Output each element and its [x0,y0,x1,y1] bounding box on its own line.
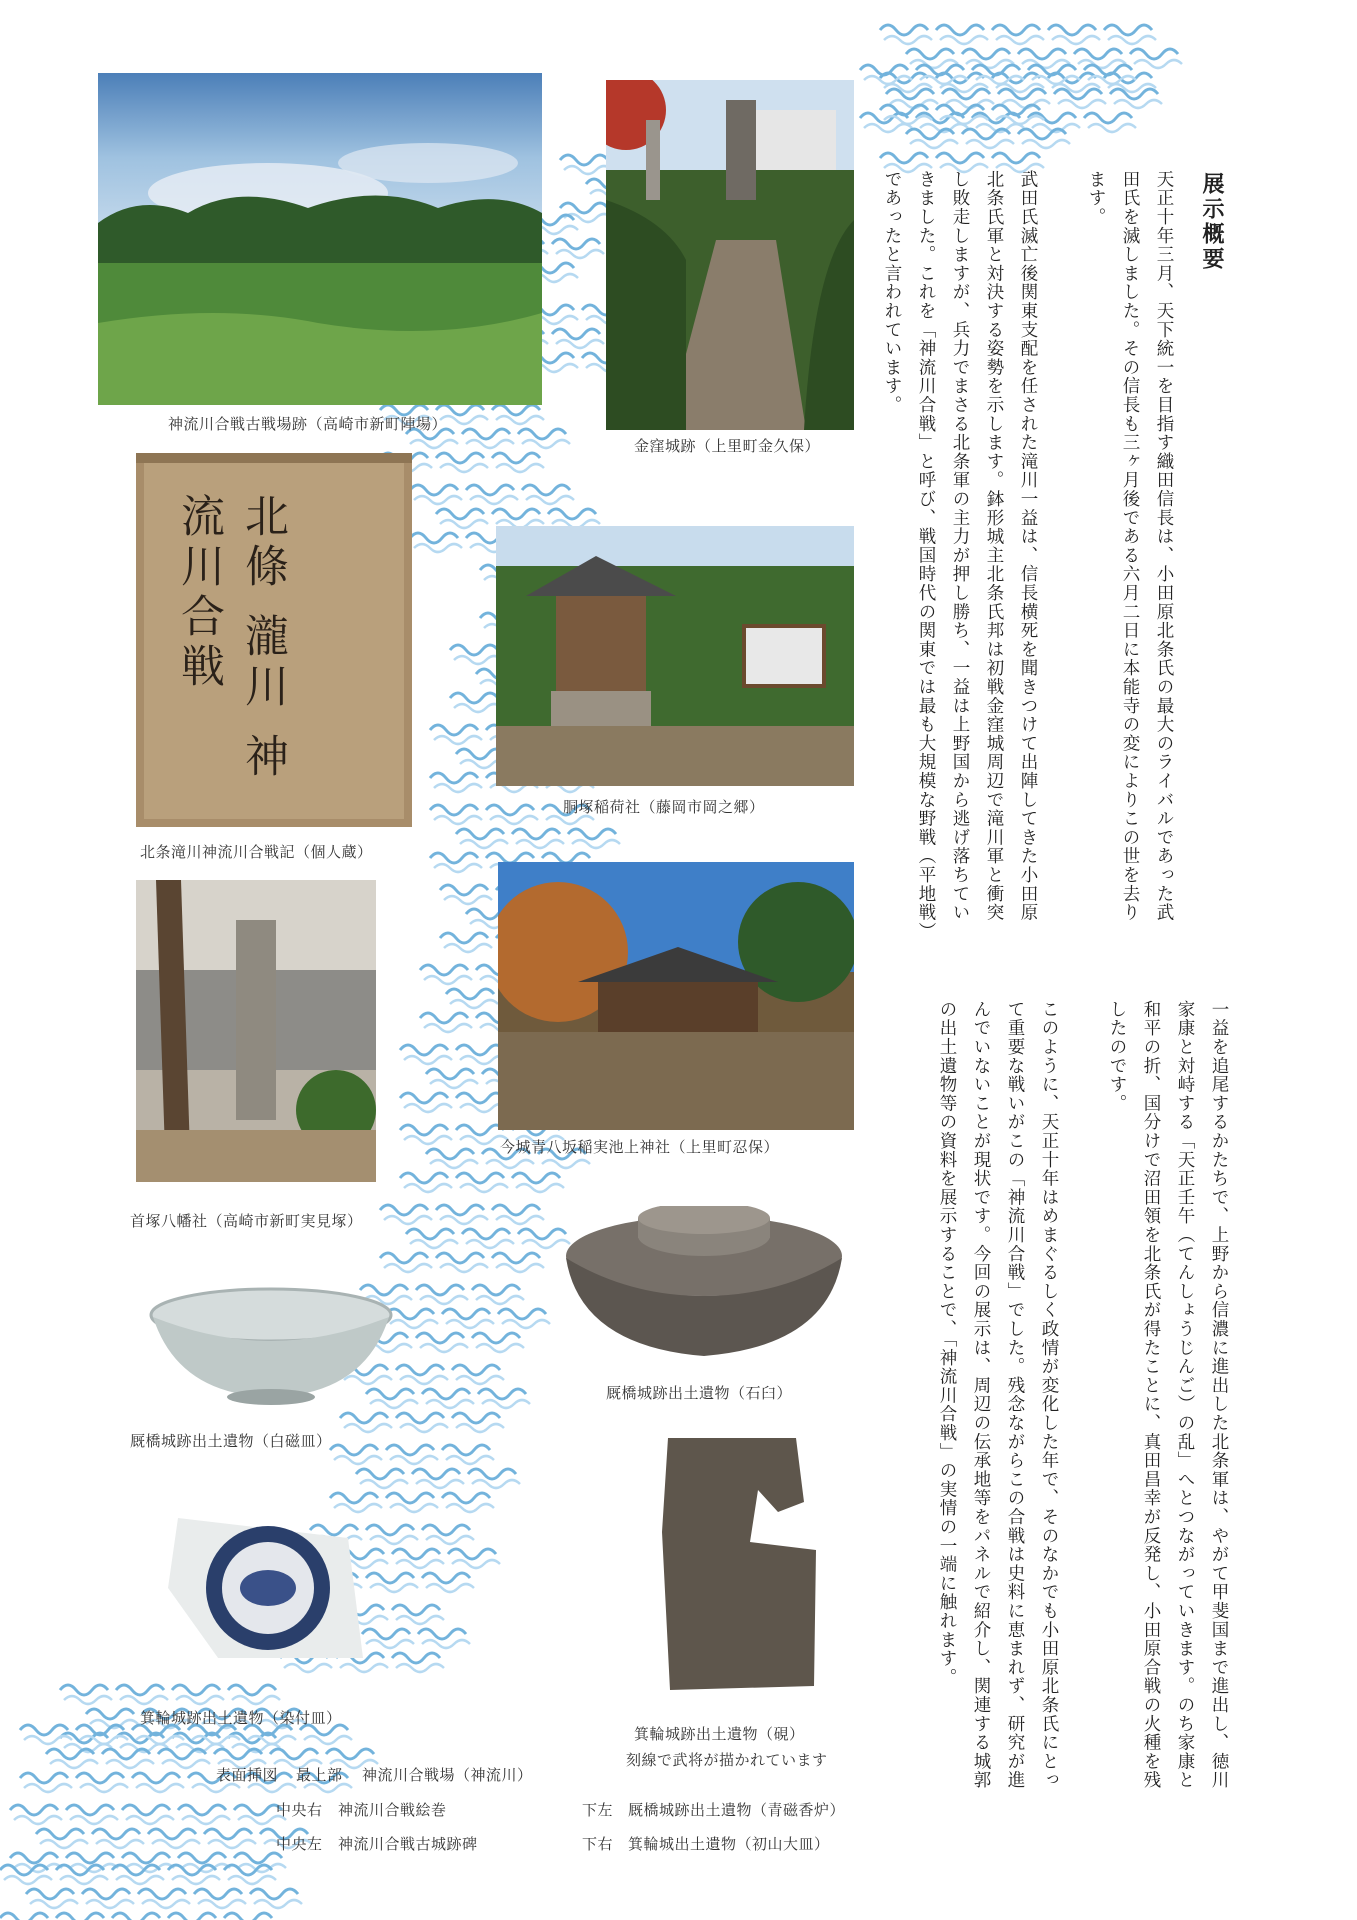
text-block-lower [896,1000,1236,1800]
credit-heading: 表面挿図 [216,1766,279,1784]
inkstone-photo [658,1432,818,1694]
text-block-upper [882,170,1181,940]
document-photo [136,453,412,827]
dozuka-photo [496,526,854,786]
document-caption: 北条滝川神流川合戦記（個人蔵） [140,843,373,861]
credit-mid-right-label: 中央右 [276,1801,323,1819]
credit-top: 神流川合戦場（神流川） [362,1766,533,1784]
kanakubo-photo [606,80,854,430]
battlefield-photo [98,73,542,405]
white-bowl-caption: 厩橋城跡出土遺物（白磁皿） [130,1432,332,1450]
credit-bottom-right-label: 下右 [582,1835,614,1853]
page-title: 展示概要 [1199,172,1224,272]
blue-dish-photo [158,1508,368,1664]
inkstone-caption: 箕輪城跡出土遺物（硯） [634,1725,805,1743]
imaki-caption: 今城青八坂稲実池上神社（上里町忍保） [500,1138,780,1156]
kanakubo-caption: 金窪城跡（上里町金久保） [634,437,821,455]
credit-bottom-left: 厩橋城跡出土遺物（青磁香炉） [628,1801,846,1819]
millstone-caption: 厩橋城跡出土遺物（石臼） [606,1384,793,1402]
inkstone-note: 刻線で武将が描かれています [626,1751,828,1769]
paragraph-3: 一益を追尾するかたちで、上野から信濃に進出した北条軍は、やがて甲斐国まで進出し、徳川家康と対峙する「天正壬午（てんしょうじんご）の乱」へとつながっていきます。のち家康と和平の折、国分けで沼田領を北条氏が得たことに、真田昌幸が反発し、小田原合戦の火種を残したのです。 [1107,1000,1229,1790]
dozuka-caption: 胴塚稲荷社（藤岡市岡之郷） [563,798,765,816]
paragraph-4: このように、天正十年はめまぐるしく政情が変化した年で、そのなかでも小田原北条氏にとって重要な戦いがこの「神流川合戦」でした。残念ながらこの合戦は史料に恵まれず、研究が進んでいないことが現状です。今回の展示は、周辺の伝承地等をパネルで紹介し、関連する城郭の出土遺物等の資料を展示することで、「神流川合戦」の実情の一端に触れます。 [937,1000,1059,1790]
credit-mid-left: 神流川合戦古城跡碑 [338,1835,478,1853]
millstone-photo [560,1206,848,1364]
kubizuka-caption: 首塚八幡社（高崎市新町実見塚） [130,1212,363,1230]
blue-dish-caption: 箕輪城跡出土遺物（染付皿） [140,1709,342,1727]
imaki-photo [498,862,854,1130]
credit-bottom-right: 箕輪城出土遺物（初山大皿） [628,1835,830,1853]
credit-top-label: 最上部 [296,1766,343,1784]
paragraph-1: 天正十年三月、天下統一を目指す織田信長は、小田原北条氏の最大のライバルであった武田氏を滅しました。その信長も三ヶ月後である六月二日に本能寺の変によりこの世を去ります。 [1086,170,1174,922]
paragraph-2: 武田氏滅亡後関東支配を任された滝川一益は、信長横死を聞きつけて出陣してきた小田原北条氏軍と対決する姿勢を示します。鉢形城主北条氏邦は初戦金窪城周辺で滝川軍と衝突し敗走しますが、兵力でまさる北条軍の主力が押し勝ち、一益は上野国から逃げ落ちていきました。これを「神流川合戦」と呼び、戦国時代の関東では最も大規模な野戦（平地戦）であったと言われています。 [882,170,1038,933]
credit-bottom-left-label: 下左 [582,1801,614,1819]
kubizuka-photo [136,880,376,1182]
white-bowl-photo [148,1285,394,1409]
credit-mid-right: 神流川合戦絵巻 [338,1801,447,1819]
battlefield-caption: 神流川合戦古戦場跡（高崎市新町陣場） [168,415,448,433]
credit-mid-left-label: 中央左 [276,1835,323,1853]
document-title-text: 北條 瀧川 神流川合戦 [173,493,288,783]
